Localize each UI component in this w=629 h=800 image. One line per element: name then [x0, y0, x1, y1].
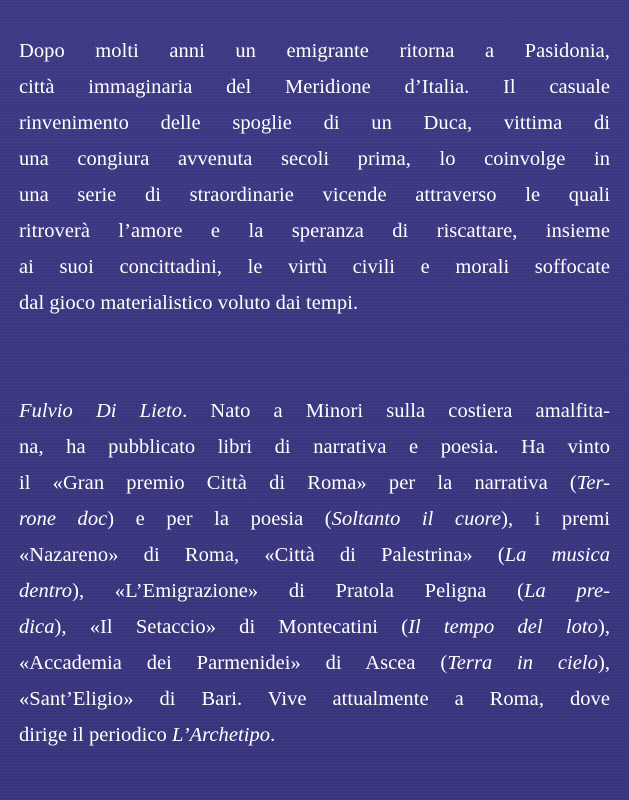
bio-line: dentro), «L’Emigrazione» di Pratola Peligna (La pre- [19, 580, 610, 602]
book-title: dentro [19, 580, 73, 602]
bio-line: «Nazareno» di Roma, «Città di Palestrina» (La musica [19, 544, 611, 566]
synopsis-line: Dopo molti anni un emigrante ritorna a Pasidonia, [19, 40, 610, 62]
synopsis-line: città immaginaria del Meridione d’Italia. Il casuale [19, 76, 610, 98]
bio-line: Fulvio Di Lieto. Nato a Minori sulla costiera amalfita- [19, 400, 610, 422]
bio-line: dica), «Il Setaccio» di Montecatini (Il tempo del loto), [19, 616, 610, 638]
bio-line: dirige il periodico L’Archetipo. [19, 724, 276, 746]
book-title: dica [19, 616, 55, 638]
book-title: Il tempo del loto [408, 616, 598, 638]
book-title: Ter- [576, 472, 610, 494]
book-title: Terra in cielo [447, 652, 598, 674]
author-name: Fulvio Di Lieto [19, 400, 183, 422]
synopsis-line: una serie di straordinarie vicende attraverso le quali [19, 184, 610, 206]
bio-line: «Accademia dei Parmenidei» di Ascea (Terra in cielo), [19, 652, 610, 674]
bio-line: «Sant’Eligio» di Bari. Vive attualmente a Roma, dove [19, 688, 610, 710]
periodical-title: L’Archetipo [172, 724, 271, 746]
book-title: rone doc [19, 508, 108, 530]
bio-line: na, ha pubblicato libri di narrativa e poesia. Ha vinto [19, 436, 610, 458]
bio-line: rone doc) e per la poesia (Soltanto il cuore), i premi [19, 508, 610, 530]
synopsis-line: ritroverà l’amore e la speranza di riscattare, insieme [19, 220, 610, 242]
synopsis-line: dal gioco materialistico voluto dai tempi. [19, 292, 359, 314]
synopsis-line: una congiura avvenuta secoli prima, lo coinvolge in [19, 148, 610, 170]
book-title: Soltanto il cuore [331, 508, 502, 530]
synopsis-line: ai suoi concittadini, le virtù civili e morali soffocate [19, 256, 610, 278]
book-title: La pre- [524, 580, 610, 602]
bio-line: il «Gran premio Città di Roma» per la narrativa (Ter- [19, 472, 610, 494]
synopsis-line: rinvenimento delle spoglie di un Duca, vittima di [19, 112, 610, 134]
book-title: La musica [504, 544, 611, 566]
